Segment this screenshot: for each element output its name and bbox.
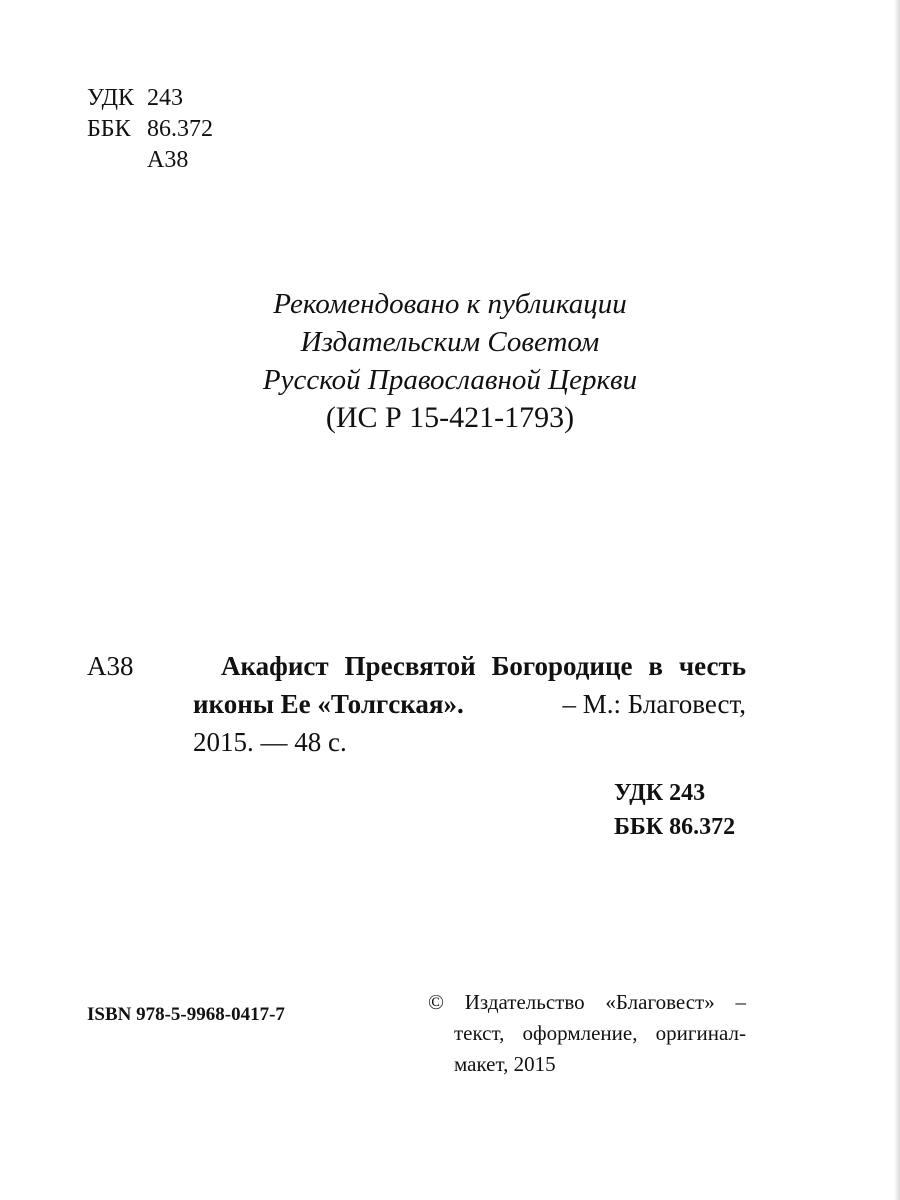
recommendation-code: (ИС Р 15-421-1793) <box>325 401 575 434</box>
entry-year-pages: 2015. — 48 с. <box>193 727 347 757</box>
author-mark-row <box>87 145 213 176</box>
udk-label: УДК <box>87 85 134 111</box>
bibliographic-entry <box>193 647 746 761</box>
classification-block <box>87 83 213 176</box>
copyright-line-2: текст, оформление, оригинал- <box>454 1021 746 1045</box>
copyright-block <box>428 987 746 1080</box>
entry-bbk: ББК 86.372 <box>614 814 736 840</box>
page-edge-shadow <box>894 0 900 1200</box>
entry-title-line-2 <box>193 685 746 723</box>
recommendation-line-2: Издательским Советом <box>300 326 600 358</box>
recommendation-line-1: Рекомендовано к публикации <box>273 288 627 320</box>
bbk-value: 86.372 <box>147 116 213 142</box>
bbk-label: ББК <box>87 116 131 142</box>
entry-classification <box>614 776 735 844</box>
bibliography-index: А38 <box>87 651 134 681</box>
copyright-line-1: © Издательство «Благовест» – <box>428 990 746 1014</box>
udk-row <box>87 83 213 114</box>
author-mark: А38 <box>147 147 189 173</box>
recommendation-line-3: Русской Православной Церкви <box>262 364 638 396</box>
bbk-row <box>87 114 213 145</box>
entry-title-line-1: Акафист Пресвятой Богородице в честь <box>221 651 746 681</box>
entry-udk: УДК 243 <box>614 780 706 806</box>
isbn: ISBN 978-5-9968-0417-7 <box>87 1004 285 1025</box>
copyright-line-3: макет, 2015 <box>454 1052 556 1076</box>
entry-title-icon-name: иконы Ее «Толгская». <box>193 689 464 719</box>
udk-value: 243 <box>147 85 183 111</box>
entry-publisher: – М.: Благовест, <box>562 689 746 719</box>
recommendation-block <box>0 285 900 437</box>
